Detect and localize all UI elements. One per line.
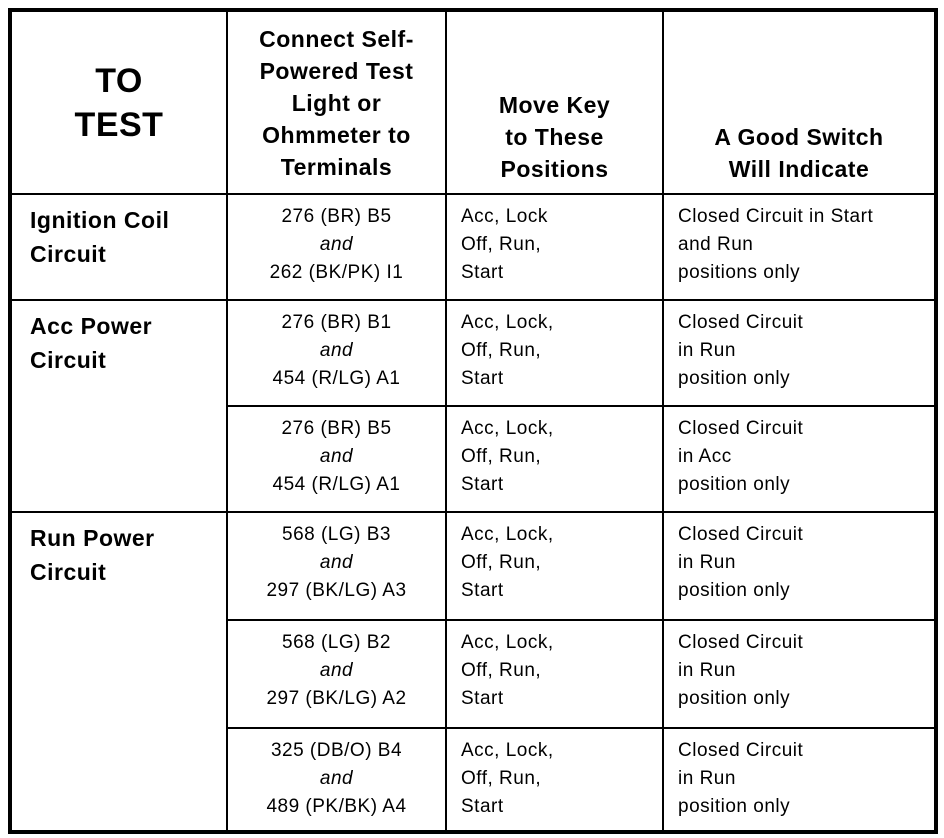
indicate-cell — [663, 620, 936, 728]
terminals-cell — [227, 620, 446, 728]
test-name-cell — [10, 300, 227, 512]
terminal-and: and — [319, 660, 354, 681]
header-connect-line: Ohmmeter to — [262, 121, 411, 148]
test-name-line: Circuit — [30, 347, 107, 373]
header-connect-line: Connect Self- — [259, 25, 414, 52]
header-move-key-line: Move Key — [498, 92, 611, 118]
test-name-line: Circuit — [30, 559, 107, 585]
header-to-test — [10, 10, 227, 194]
position-line: Start — [461, 580, 504, 601]
terminal-and: and — [319, 234, 354, 255]
terminals-cell — [227, 300, 446, 406]
position-line: Start — [461, 474, 504, 495]
terminal-b: 297 (BK/LG) A2 — [266, 688, 407, 709]
test-name-line: Run Power — [30, 525, 155, 551]
position-line: Acc, Lock — [461, 206, 548, 227]
indicate-line: Closed Circuit — [678, 524, 804, 545]
indicate-cell — [663, 406, 936, 512]
test-name-line: Circuit — [30, 241, 107, 267]
header-to-test-line: TEST — [74, 105, 164, 144]
header-move-key — [446, 10, 663, 194]
positions-cell — [446, 728, 663, 832]
indicate-line: Closed Circuit — [678, 740, 804, 761]
positions-cell — [446, 406, 663, 512]
position-line: Acc, Lock, — [461, 312, 554, 333]
position-line: Acc, Lock, — [461, 740, 554, 761]
terminal-a: 325 (DB/O) B4 — [270, 740, 403, 761]
indicate-cell — [663, 512, 936, 620]
indicate-line: Closed Circuit — [678, 312, 804, 333]
indicate-line: in Run — [678, 340, 736, 361]
indicate-line: position only — [678, 796, 791, 817]
indicate-line: in Run — [678, 768, 736, 789]
indicate-line: position only — [678, 474, 791, 495]
position-line: Start — [461, 262, 504, 283]
indicate-line: position only — [678, 688, 791, 709]
terminal-and: and — [319, 552, 354, 573]
terminal-b: 297 (BK/LG) A3 — [266, 580, 407, 601]
position-line: Acc, Lock, — [461, 524, 554, 545]
indicate-cell — [663, 300, 936, 406]
positions-cell — [446, 194, 663, 300]
terminal-a: 276 (BR) B5 — [281, 418, 392, 439]
test-name-cell — [10, 512, 227, 832]
indicate-line: and Run — [678, 234, 754, 255]
table-row — [10, 300, 936, 406]
positions-cell — [446, 620, 663, 728]
terminal-and: and — [319, 446, 354, 467]
terminals-cell — [227, 194, 446, 300]
terminal-a: 568 (LG) B3 — [282, 524, 391, 545]
terminal-b: 489 (PK/BK) A4 — [266, 796, 407, 817]
position-line: Start — [461, 796, 504, 817]
terminals-cell — [227, 406, 446, 512]
indicate-line: Closed Circuit — [678, 418, 804, 439]
terminals-cell — [227, 512, 446, 620]
position-line: Off, Run, — [461, 768, 542, 789]
header-connect-line: Terminals — [280, 153, 393, 180]
terminal-a: 276 (BR) B5 — [281, 206, 392, 227]
position-line: Acc, Lock, — [461, 632, 554, 653]
terminals-cell — [227, 728, 446, 832]
indicate-line: position only — [678, 580, 791, 601]
header-connect — [227, 10, 446, 194]
indicate-line: Closed Circuit — [678, 632, 804, 653]
header-indicate — [663, 10, 936, 194]
table-row — [10, 194, 936, 300]
terminal-b: 454 (R/LG) A1 — [272, 474, 401, 495]
terminal-a: 276 (BR) B1 — [281, 312, 392, 333]
table-row — [10, 512, 936, 620]
switch-test-table — [8, 8, 938, 834]
header-to-test-line: TO — [95, 61, 143, 100]
indicate-line: in Run — [678, 552, 736, 573]
position-line: Acc, Lock, — [461, 418, 554, 439]
positions-cell — [446, 512, 663, 620]
position-line: Start — [461, 368, 504, 389]
indicate-line: Closed Circuit in Start — [678, 206, 874, 227]
header-indicate-line: A Good Switch — [714, 124, 884, 150]
terminal-and: and — [319, 768, 354, 789]
header-connect-line: Powered Test — [259, 57, 414, 84]
position-line: Off, Run, — [461, 446, 542, 467]
position-line: Start — [461, 688, 504, 709]
terminal-b: 454 (R/LG) A1 — [272, 368, 401, 389]
indicate-cell — [663, 728, 936, 832]
header-indicate-line: Will Indicate — [728, 156, 870, 182]
position-line: Off, Run, — [461, 340, 542, 361]
indicate-line: in Run — [678, 660, 736, 681]
terminal-b: 262 (BK/PK) I1 — [269, 262, 404, 283]
header-move-key-line: Positions — [500, 156, 609, 182]
indicate-line: in Acc — [678, 446, 732, 467]
terminal-a: 568 (LG) B2 — [282, 632, 391, 653]
position-line: Off, Run, — [461, 552, 542, 573]
test-name-line: Acc Power — [30, 313, 153, 339]
test-name-cell — [10, 194, 227, 300]
terminal-and: and — [319, 340, 354, 361]
header-row — [10, 10, 936, 194]
position-line: Off, Run, — [461, 234, 542, 255]
test-name-line: Ignition Coil — [30, 207, 170, 233]
positions-cell — [446, 300, 663, 406]
header-move-key-line: to These — [505, 124, 604, 150]
indicate-line: position only — [678, 368, 791, 389]
indicate-cell — [663, 194, 936, 300]
header-connect-line: Light or — [291, 89, 382, 116]
indicate-line: positions only — [678, 262, 801, 283]
position-line: Off, Run, — [461, 660, 542, 681]
